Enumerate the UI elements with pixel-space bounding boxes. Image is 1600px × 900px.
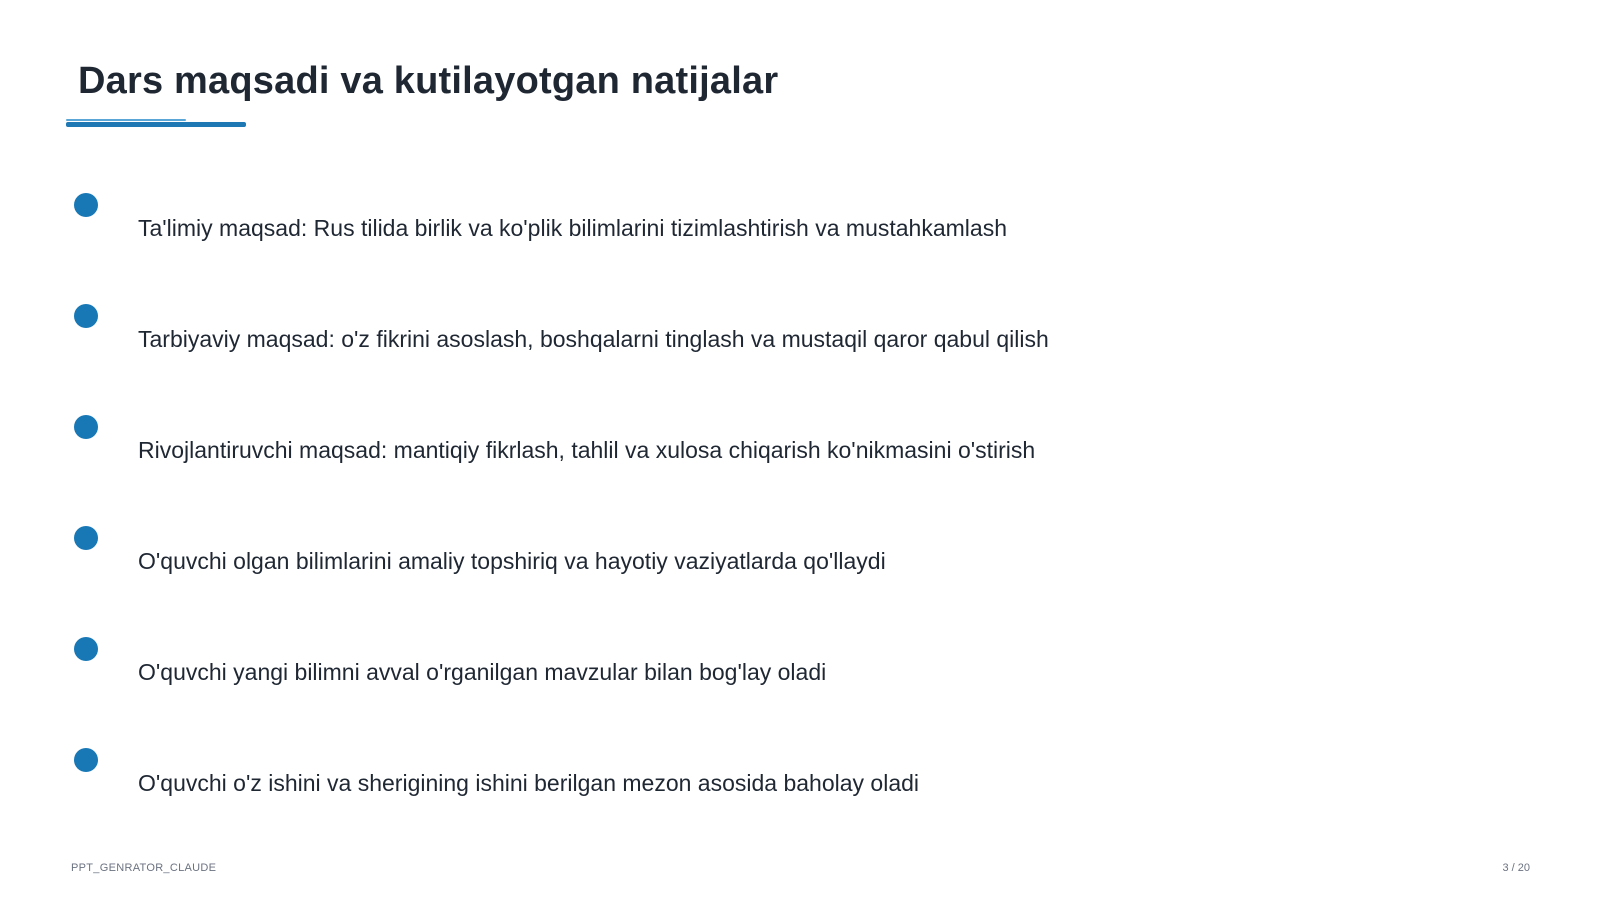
page-number: 3 / 20 [1502, 862, 1530, 874]
bullet-item [74, 304, 1374, 374]
bullet-text: O'quvchi yangi bilimni avval o'rganilgan mavzular bilan bog'lay oladi [138, 659, 827, 685]
bullet-item [74, 526, 1374, 596]
bullet-text: Ta'limiy maqsad: Rus tilida birlik va ko'plik bilimlarini tizimlashtirish va mustahkamlash [138, 215, 1007, 241]
bullet-text: O'quvchi o'z ishini va sherigining ishini berilgan mezon asosida baholay oladi [138, 770, 920, 796]
slide-title: Dars maqsadi va kutilayotgan natijalar [78, 60, 779, 102]
bullet-item [74, 193, 1374, 263]
footer-source-label: PPT_GENRATOR_CLAUDE [71, 862, 217, 874]
bullet-dot-icon [74, 304, 98, 328]
bullet-dot-icon [74, 637, 98, 661]
bullet-item [74, 415, 1374, 485]
bullet-dot-icon [74, 415, 98, 439]
bullet-text: O'quvchi olgan bilimlarini amaliy topshiriq va hayotiy vaziyatlarda qo'llaydi [138, 548, 886, 574]
bullet-dot-icon [74, 193, 98, 217]
bullet-item [74, 637, 1374, 707]
bullet-dot-icon [74, 526, 98, 550]
bullet-text: Rivojlantiruvchi maqsad: mantiqiy fikrlash, tahlil va xulosa chiqarish ko'nikmasini o'stirish [138, 437, 1036, 463]
bullet-dot-icon [74, 748, 98, 772]
bullet-item [74, 748, 1374, 818]
bullet-text: Tarbiyaviy maqsad: o'z fikrini asoslash, boshqalarni tinglash va mustaqil qaror qabul qilish [138, 326, 1049, 352]
